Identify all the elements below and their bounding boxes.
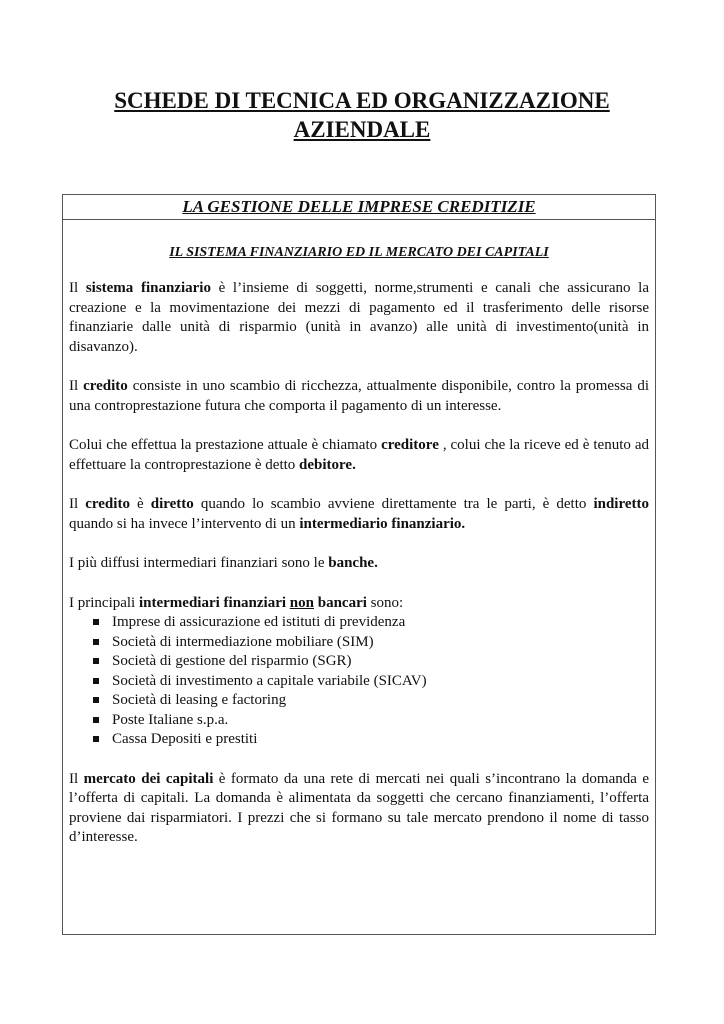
text-run: consiste in uno scambio di ricchezza, attualmente disponibile, contro la promessa di una controprestazione futura che comporta il pagamento di un interesse. — [69, 378, 649, 414]
text-run: Il — [69, 770, 84, 787]
intermediaries-list — [69, 613, 649, 750]
list-item — [93, 633, 649, 653]
square-bullet-icon — [93, 697, 99, 703]
section-subtitle: IL SISTEMA FINANZIARIO ED IL MERCATO DEI CAPITALI — [169, 245, 549, 260]
text-run: I più diffusi intermediari finanziari sono le — [69, 555, 329, 571]
text-run: Colui che effettua la prestazione attuale è chiamato — [69, 437, 382, 453]
text-run: quando lo scambio avviene direttamente tra le parti, è detto — [193, 496, 594, 512]
paragraph-creditore-debitore — [69, 436, 649, 475]
term-sistema-finanziario: sistema finanziario — [85, 280, 211, 296]
text-run: è formato da una rete di mercati nei quali s’incontrano la domanda e l’offerta di capitali. La domanda è alimentata da soggetti che cercano finanziamenti, l’offerta proviene dai risparmiatori. I prezzi che si formano su tale mercato prendono il nome di tasso d’interesse. — [69, 770, 649, 845]
text-run: Il — [69, 378, 84, 394]
term-mercato-dei-capitali: mercato dei capitali — [83, 770, 214, 787]
list-item — [93, 672, 649, 692]
square-bullet-icon — [93, 619, 99, 625]
term-creditore: creditore — [381, 437, 439, 453]
document-title-line-2: AZIENDALE — [293, 117, 431, 142]
list-item-text: Cassa Depositi e prestiti — [112, 731, 258, 747]
square-bullet-icon — [93, 639, 99, 645]
document-title-line-1: SCHEDE DI TECNICA ED ORGANIZZAZIONE — [114, 88, 610, 113]
term-diretto: diretto — [150, 496, 194, 512]
list-item-text: Poste Italiane s.p.a. — [112, 711, 229, 728]
list-item — [93, 613, 649, 633]
list-item-text: Società di leasing e factoring — [112, 692, 287, 708]
document-title — [62, 86, 662, 144]
list-item-text: Società di investimento a capitale variabile (SICAV) — [112, 672, 427, 689]
term-debitore: debitore. — [299, 456, 356, 473]
text-run: sono: — [366, 594, 404, 611]
term-bancari: bancari — [317, 594, 367, 611]
list-item — [93, 652, 649, 672]
box-header: LA GESTIONE DELLE IMPRESE CREDITIZIE — [63, 195, 655, 220]
text-run: è — [129, 496, 151, 512]
text-run: Il — [69, 280, 86, 296]
text-run: , colui che la riceve ed è tenuto ad effettuare la controprestazione è detto — [69, 437, 649, 473]
text-run: Il — [69, 496, 86, 512]
list-item — [93, 711, 649, 731]
paragraph-credito-diretto-indiretto — [69, 495, 649, 534]
term-indiretto: indiretto — [593, 496, 649, 512]
term-credito: credito — [85, 496, 130, 512]
content-box — [62, 194, 656, 935]
list-item-text: Società di gestione del risparmio (SGR) — [112, 653, 352, 669]
paragraph-credito — [69, 377, 649, 416]
square-bullet-icon — [93, 678, 99, 684]
text-run: quando si ha invece l’intervento di un — [69, 515, 300, 532]
text-run: I principali — [69, 594, 139, 611]
square-bullet-icon — [93, 658, 99, 664]
term-non: non — [289, 594, 314, 611]
list-item-text: Società di intermediazione mobiliare (SIM) — [112, 633, 374, 650]
paragraph-sistema-finanziario — [69, 279, 649, 357]
term-credito: credito — [83, 378, 128, 394]
term-intermediario-finanziario: intermediario finanziario. — [299, 515, 466, 532]
square-bullet-icon — [93, 717, 99, 723]
paragraph-mercato-capitali — [69, 770, 649, 848]
list-item-text: Imprese di assicurazione ed istituti di previdenza — [112, 614, 406, 630]
list-item — [93, 691, 649, 711]
term-banche: banche. — [328, 555, 378, 571]
list-item — [93, 730, 649, 750]
paragraph-intermediari-non-bancari — [69, 594, 649, 614]
text-run: è l’insieme di soggetti, norme,strumenti e canali che assicurano la creazione e la movimentazione dei mezzi di pagamento ed il trasferimento delle risorse finanziarie dalle unità di risparmio (unità in avanzo) alle unità di investimento(unità in disavanzo). — [69, 280, 649, 355]
box-content — [63, 244, 655, 848]
paragraph-banche — [69, 554, 649, 574]
square-bullet-icon — [93, 736, 99, 742]
term-intermediari-finanziari: intermediari finanziari — [138, 594, 287, 611]
